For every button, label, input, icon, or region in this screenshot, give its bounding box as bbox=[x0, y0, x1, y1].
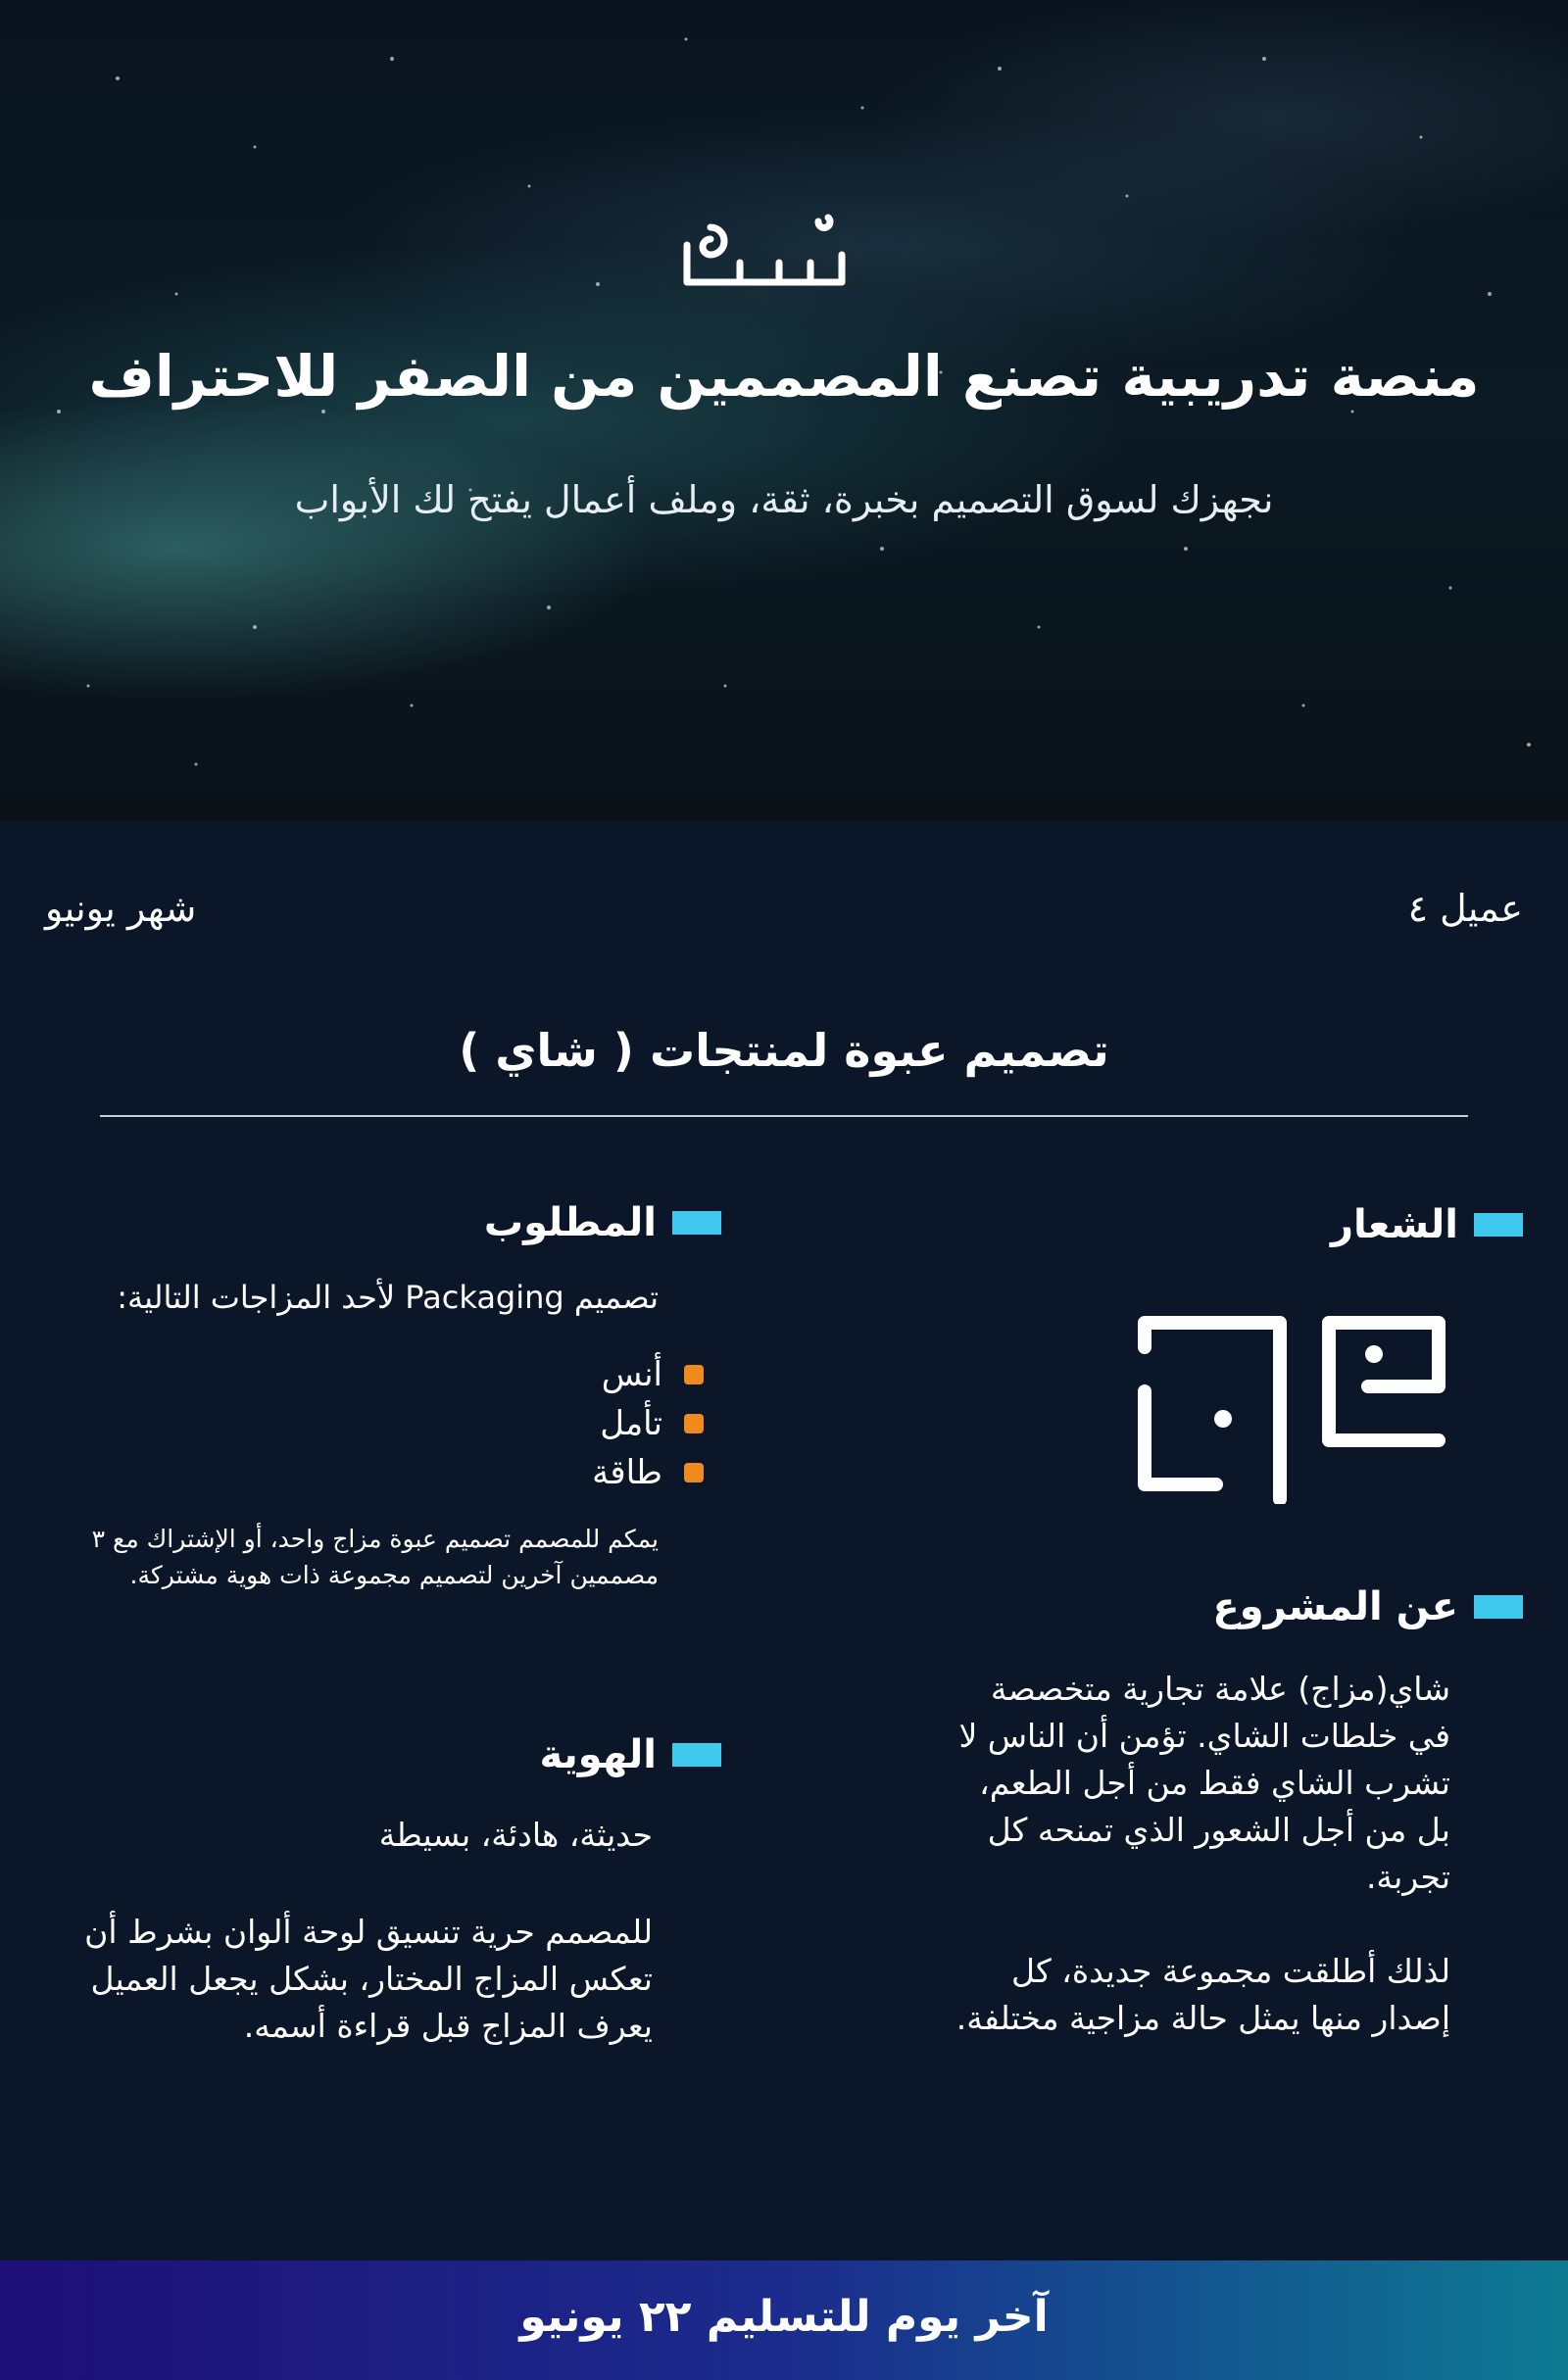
requirements-intro: تصميم Packaging لأحد المزاجات التالية: bbox=[117, 1279, 659, 1316]
bullet-icon bbox=[684, 1414, 704, 1433]
requirements-note: يمكم للمصمم تصميم عبوة مزاج واحد، أو الإشتراك مع ٣ مصممين آخرين لتصميم مجموعة ذات هوية مشتركة. bbox=[91, 1525, 659, 1589]
identity-keywords: حديثة، هادئة، بسيطة bbox=[378, 1816, 653, 1854]
deadline-label: آخر يوم للتسليم ٢٢ يونيو bbox=[519, 2292, 1049, 2342]
platform-logo-icon bbox=[681, 206, 848, 289]
list-item bbox=[592, 1399, 704, 1448]
about-heading-label: عن المشروع bbox=[1212, 1584, 1458, 1629]
mood-label: طاقة bbox=[592, 1453, 662, 1492]
logo-heading-label: الشعار bbox=[1330, 1202, 1458, 1247]
accent-bar bbox=[1474, 1213, 1523, 1237]
bullet-icon bbox=[684, 1365, 704, 1384]
identity-heading-label: الهوية bbox=[539, 1732, 657, 1777]
client-label: عميل ٤ bbox=[1407, 887, 1523, 930]
accent-bar bbox=[1474, 1595, 1523, 1619]
mood-label: تأمل bbox=[600, 1404, 662, 1443]
mood-label: أنس bbox=[601, 1355, 662, 1394]
logo-section-heading bbox=[1331, 1202, 1523, 1247]
identity-text: للمصمم حرية تنسيق لوحة ألوان بشرط أن تعكس المزاج المختار، بشكل يجعل العميل يعرف المزاج قبل قراءة أسمه. bbox=[84, 1913, 653, 2045]
about-paragraph-2: لذلك أطلقت مجموعة جديدة، كل إصدار منها يمثل حالة مزاجية مختلفة. bbox=[956, 1952, 1450, 2037]
requirements-section-heading bbox=[484, 1200, 721, 1245]
accent-bar bbox=[672, 1211, 721, 1235]
hero-title: منصة تدريبية تصنع المصممين من الصفر للاحتراف bbox=[88, 343, 1480, 410]
mazaj-logo-icon bbox=[1123, 1293, 1456, 1504]
mood-list bbox=[592, 1350, 704, 1497]
requirements-heading-label: المطلوب bbox=[483, 1200, 657, 1245]
hero-subtitle: نجهزك لسوق التصميم بخبرة، ثقة، وملف أعمال يفتح لك الأبواب bbox=[294, 478, 1274, 521]
about-text bbox=[941, 1666, 1450, 2089]
month-label: شهر يونيو bbox=[45, 887, 197, 930]
deadline-footer bbox=[0, 2260, 1568, 2380]
list-item bbox=[592, 1350, 704, 1399]
hero-banner bbox=[0, 0, 1568, 821]
bullet-icon bbox=[684, 1463, 704, 1482]
about-section-heading bbox=[1212, 1584, 1523, 1629]
project-title: تصميم عبوة لمنتجات ( شاي ) bbox=[459, 1024, 1109, 1077]
about-paragraph-1: شاي(مزاج) علامة تجارية متخصصة في خلطات الشاي. تؤمن أن الناس لا تشرب الشاي فقط من أجل الطعم، بل من أجل الشعور الذي تمنحه كل تجربة. bbox=[958, 1670, 1450, 1896]
starfield-background bbox=[0, 0, 1568, 821]
identity-section-heading bbox=[540, 1732, 722, 1777]
title-divider bbox=[100, 1115, 1468, 1117]
list-item bbox=[592, 1448, 704, 1497]
accent-bar bbox=[672, 1743, 721, 1767]
